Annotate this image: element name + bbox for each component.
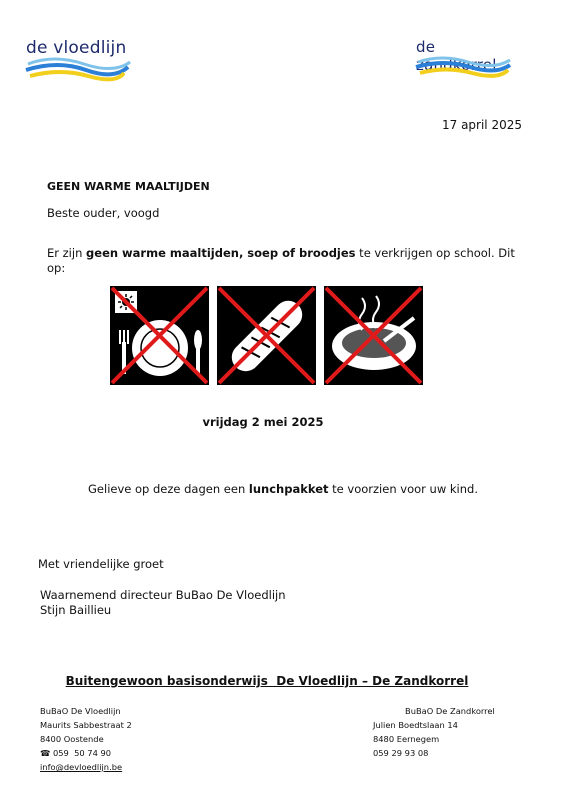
address-city: 8480 Eernegem (373, 734, 440, 744)
lunch-pre: Gelieve op deze dagen een (88, 482, 249, 496)
intro-post: te verkrijgen op school. Dit op: (47, 246, 515, 275)
phone-icon: ☎ (40, 748, 53, 758)
logo-zandkorrel-text: de zandkorrel (416, 38, 497, 74)
logo-vloedlijn (24, 38, 134, 82)
address-vloedlijn (40, 704, 132, 774)
intro-paragraph (47, 246, 527, 276)
lunch-paragraph (0, 482, 566, 496)
address-street: Julien Boedtslaan 14 (373, 720, 458, 730)
logo-zandkorrel (414, 38, 514, 80)
address-name: BuBaO De Vloedlijn (40, 706, 121, 716)
address-phone: 059 29 93 08 (373, 748, 429, 758)
intro-bold: geen warme maaltijden, soep of broodjes (86, 246, 356, 260)
closing: Met vriendelijke groet (38, 557, 164, 571)
address-phone: ☎ 059 50 74 90 (40, 748, 112, 758)
lunch-post: te voorzien voor uw kind. (328, 482, 478, 496)
address-name: BuBaO De Zandkorrel (405, 706, 495, 716)
date-line: vrijdag 2 mei 2025 (202, 415, 324, 429)
letter-date: 17 april 2025 (441, 118, 522, 132)
logo-vloedlijn-waves (24, 56, 134, 82)
signature-name: Stijn Baillieu (40, 603, 112, 617)
address-street: Maurits Sabbestraat 2 (40, 720, 132, 730)
footer-title: Buitengewoon basisonderwijs De Vloedlijn – De Zandkorrel (65, 674, 469, 688)
logo-vloedlijn-text: de vloedlijn (26, 38, 127, 58)
intro-pre: Er zijn (47, 246, 87, 260)
lunch-bold: lunchpakket (248, 482, 329, 496)
signature-title: Waarnemend directeur BuBao De Vloedlijn (40, 588, 286, 602)
logo-zandkorrel-waves (414, 54, 514, 78)
address-email[interactable]: info@devloedlijn.be (40, 762, 123, 772)
red-crosses (110, 286, 430, 386)
address-zandkorrel (373, 704, 495, 760)
salutation: Beste ouder, voogd (47, 206, 160, 220)
letter-heading: GEEN WARME MAALTIJDEN (47, 180, 210, 193)
address-city: 8400 Oostende (40, 734, 104, 744)
